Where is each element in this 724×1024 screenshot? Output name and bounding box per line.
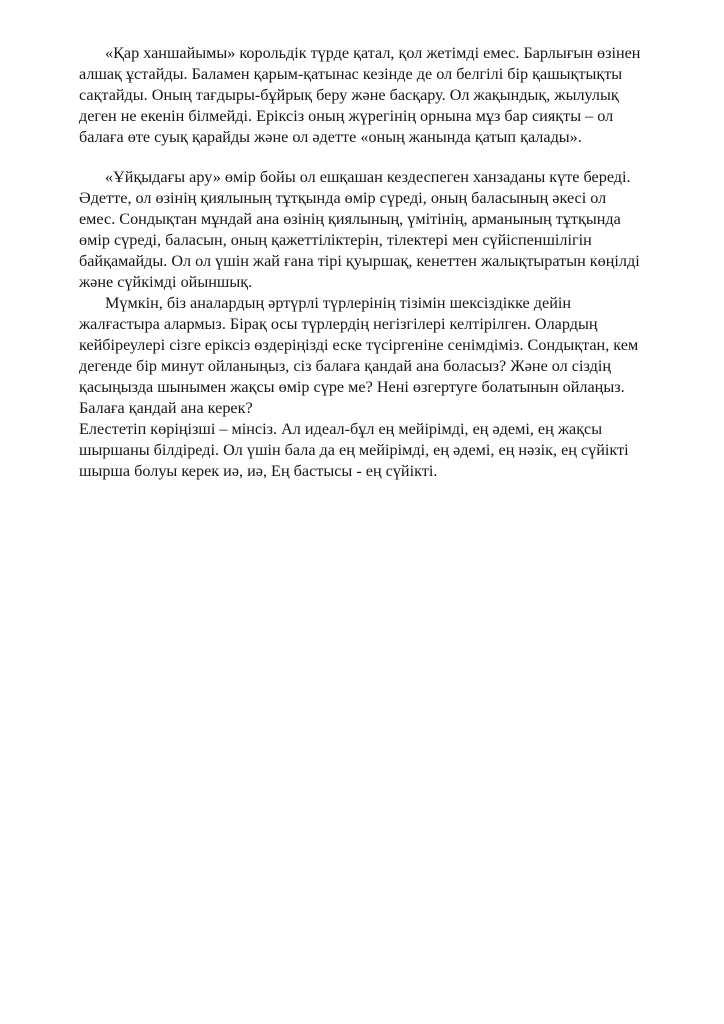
text-line: Мүмкін, біз аналардың әртүрлі түрлерінің тізімін шексіздікке дейін <box>105 294 572 312</box>
text-line: Әдетте, ол өзінің қиялының тұтқында өмір сүреді, оның баласының әкесі ол <box>79 189 607 207</box>
text-line: сақтайды. Оның тағдыры-бұйрық беру және басқару. Ол жақындық, жылулық <box>79 86 619 104</box>
text-line: қасыңызда шынымен жақсы өмір сүре ме? Нені өзгертуге болатынын ойлаңыз. <box>79 378 625 396</box>
text-line: «Ұйқыдағы ару» өмір бойы ол ешқашан кездеспеген ханзаданы күте береді. <box>105 168 631 186</box>
text-line: және сүйкімді ойыншық. <box>79 273 253 291</box>
text-line: дегенде бір минут ойланыңыз, сіз балаға қандай ана боласыз? Және ол сіздің <box>79 357 611 375</box>
document-page <box>79 43 677 482</box>
text-line: балаға өте суық қарайды және ол әдетте «оның жанында қатып қалады». <box>79 128 582 146</box>
text-line: шыршаны білдіреді. Ол үшін бала да ең мейірімді, ең әдемі, ең нәзік, ең сүйікті <box>79 441 629 459</box>
paragraph-question <box>79 398 677 419</box>
text-line: деген не екенін білмейді. Еріксіз оның жүрегінің орнына мұз бар сияқты – ол <box>79 107 614 125</box>
paragraph-ideal <box>79 419 677 482</box>
text-line: кейбіреулері сізге еріксіз өздеріңізді еске түсіргеніне сенімдіміз. Сондықтан, кем <box>79 336 639 354</box>
paragraph-spacer <box>79 148 677 167</box>
paragraph-conclusion <box>79 293 677 398</box>
text-line: Балаға қандай ана керек? <box>79 399 253 417</box>
text-line: алшақ ұстайды. Баламен қарым-қатынас кезінде де ол белгілі бір қашықтықты <box>79 65 623 83</box>
text-line: жалғастыра алармыз. Бірақ осы түрлердің негізгілері келтірілген. Олардың <box>79 315 598 333</box>
text-line: емес. Сондықтан мұндай ана өзінің қиялының, үмітінің, арманының тұтқында <box>79 210 621 228</box>
text-line: «Қар ханшайымы» корольдік түрде қатал, қол жетімді емес. Барлығын өзінен <box>105 44 641 62</box>
text-line: шырша болуы керек иә, иә, Ең бастысы - ең сүйікті. <box>79 462 438 480</box>
text-line: байқамайды. Ол ол үшін жай ғана тірі қуыршақ, кенеттен жалықтыратын көңілді <box>79 252 640 270</box>
text-line: өмір сүреді, баласын, оның қажеттіліктерін, тілектері мен сүйіспеншілігін <box>79 231 592 249</box>
paragraph-snow-queen <box>79 43 677 148</box>
text-line: Елестетіп көріңізші – мінсіз. Ал идеал-бұл ең мейірімді, ең әдемі, ең жақсы <box>79 420 603 438</box>
paragraph-sleeping-beauty <box>79 167 677 293</box>
